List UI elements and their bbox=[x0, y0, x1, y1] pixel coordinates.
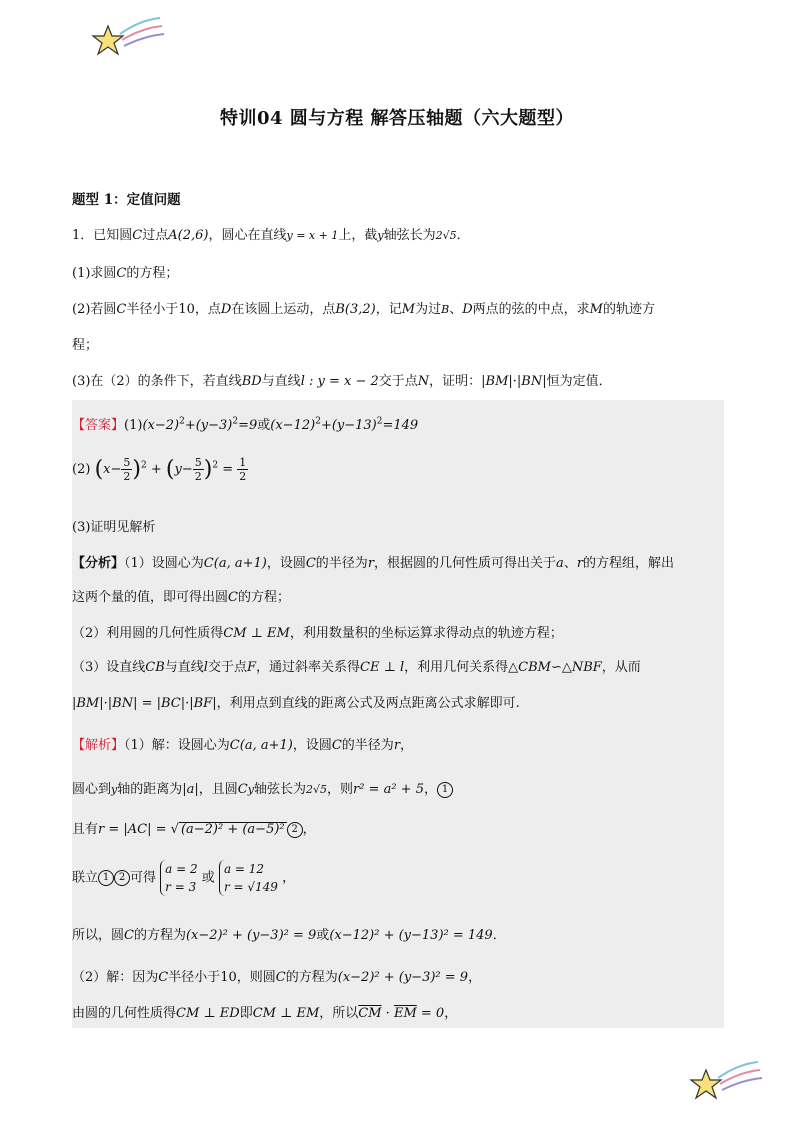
problem-stem: 1．已知圆C过点A(2,6)，圆心在直线y = x + 1上，截y轴弦长为2√5． bbox=[72, 228, 470, 243]
analysis-3-cont: |BM|·|BN| = |BC|·|BF|，利用点到直线的距离公式及两点距离公式求解即可. bbox=[72, 696, 520, 711]
question-1: (1)求圆C的方程； bbox=[72, 266, 179, 281]
solution-1: 【解析】（1）解：设圆心为C(a, a+1)，设圆C的半径为r， bbox=[72, 738, 414, 753]
analysis-1-cont: 这两个量的值，即可得出圆C的方程； bbox=[72, 590, 290, 605]
analysis-3: （3）设直线CB与直线l交于点F，通过斜率关系得CE ⊥ l，利用几何关系得△CBM∽△NBF，从而 bbox=[72, 660, 641, 675]
solution-tag: 【解析】 bbox=[72, 738, 125, 753]
question-3: (3)在（2）的条件下，若直线BD与直线l : y = x − 2交于点N，证明：|BM|·|BN|恒为定值． bbox=[72, 374, 612, 389]
circled-number: 1 bbox=[437, 782, 453, 798]
solution-5: 所以，圆C的方程为(x−2)² + (y−3)² = 9或(x−12)² + (y−13)² = 149． bbox=[72, 928, 506, 943]
analysis-tag: 【分析】 bbox=[72, 556, 125, 571]
page-title: 特训04 圆与方程 解答压轴题（六大题型） bbox=[219, 108, 575, 129]
circled-number: 2 bbox=[287, 822, 303, 838]
answer-2: (2) (x− $\frac{5}{2}$ )$^2$ + (y− $\frac{5}{2}$ )$^2$ = $\frac{1}{2}$ bbox=[72, 456, 247, 483]
shooting-star-icon bbox=[90, 14, 170, 60]
solution-7: 由圆的几何性质得CM ⊥ ED即CM ⊥ EM，所以$\overline{CM} \cdot \overline{EM} = 0$， bbox=[72, 1006, 458, 1021]
question-2: (2)若圆C半径小于10，点D在该圆上运动，点B(3,2)，记M为过B、D两点的弦的中点，求M的轨迹方 bbox=[72, 302, 655, 317]
question-2-cont: 程； bbox=[72, 338, 99, 353]
answer-tag: 【答案】 bbox=[72, 418, 125, 433]
answer-3: (3)证明见解析 bbox=[72, 520, 156, 535]
solution-2: 圆心到y轴的距离为|a|，且圆Cy轴弦长为2√5，则r² = a² + 5， 1 bbox=[72, 778, 453, 798]
analysis-2: （2）利用圆的几何性质得CM ⊥ EM，利用数量积的坐标运算求得动点的轨迹方程； bbox=[72, 626, 563, 641]
solution-6: （2）解：因为C半径小于10，则圆C的方程为(x−2)² + (y−3)² = 9， bbox=[72, 970, 482, 985]
solution-4: 联立 1 2 可得 a = 2 r = 3 或 a = 12 r = √149 ， bbox=[72, 862, 296, 894]
section-heading: 题型 1：定值问题 bbox=[72, 192, 181, 208]
analysis-1: 【分析】（1）设圆心为C(a, a+1)，设圆C的半径为r，根据圆的几何性质可得出关于a、r的方程组，解出 bbox=[72, 556, 675, 571]
answer-1: 【答案】$(1)(x-2)^2+(y-3)^2=9$或$(x-12)^2+(y-13)^2=149$ bbox=[72, 416, 419, 433]
shooting-star-icon bbox=[688, 1058, 768, 1104]
solution-3: 且有r = |AC| = √ (a−2)² + (a−5)² 2 ， bbox=[72, 822, 316, 837]
